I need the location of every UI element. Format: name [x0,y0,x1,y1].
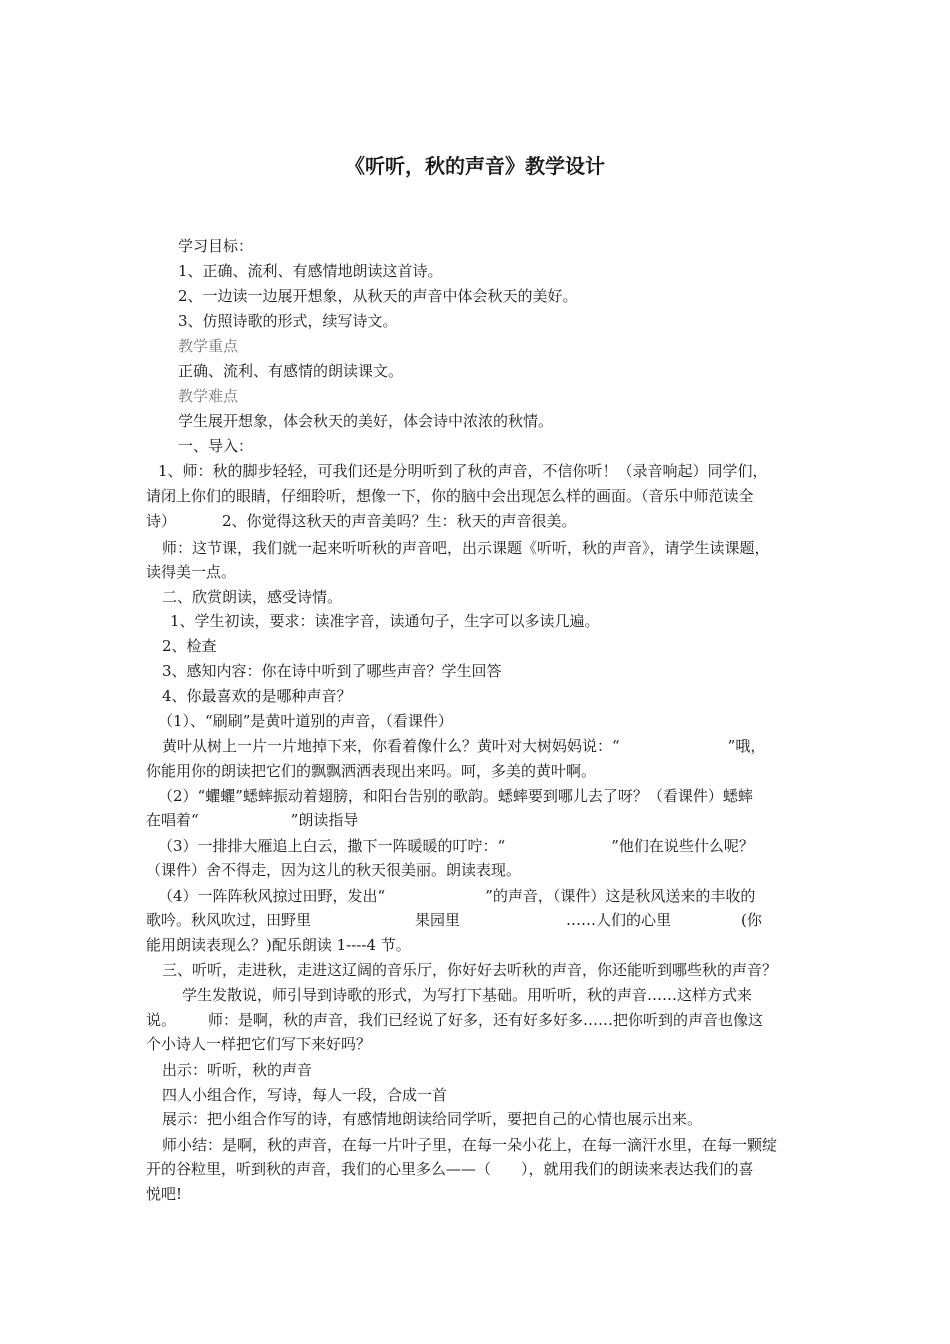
text-span: 诗） [146,512,177,530]
text-line: 读得美一点。 [146,563,237,581]
text-line: （2）“蠷蠷”蟋蟀振动着翅膀，和阳台告别的歌韵。蟋蟀要到哪儿去了呀？（看课件）蟋蟀 [158,787,753,805]
text-line: （课件）舍不得走，因为这儿的秋天很美丽。朗读表现。 [146,861,522,879]
text-line: （1）、“刷刷”是黄叶道别的声音，（看课件） [158,712,453,730]
section-heading: 教学重点 [178,337,239,355]
text-line: 2、检查 [162,637,217,655]
text-line [146,510,577,532]
text-span: 说。 [146,1011,177,1029]
text-line: 师小结：是啊，秋的声音，在每一片叶子里，在每一朵小花上，在每一滴汗水里，在每一颗绽 [162,1136,778,1154]
text-span: 果园里 [415,911,461,929]
text-line: 学生展开想象，体会秋天的美好，体会诗中浓浓的秋情。 [178,412,554,430]
text-span: 在唱着“ [146,811,199,829]
text-line [158,885,755,907]
text-span: ”朗读指导 [290,811,359,829]
section-heading: 教学难点 [178,387,239,405]
text-span: ……人们的心里 [566,911,672,929]
text-line [158,835,754,857]
text-line: 出示：听听，秋的声音 [162,1061,313,1079]
text-line: 开的谷粒里，听到秋的声音，我们的心里多么——（ ），就用我们的朗读来表达我们的喜 [146,1160,754,1178]
text-line: 请闭上你们的眼睛，仔细聆听，想像一下，你的脑中会出现怎么样的画面。（音乐中师范读全 [146,487,754,505]
text-line: 3、感知内容：你在诗中听到了哪些声音？学生回答 [162,662,502,680]
text-span: (你 [741,911,762,929]
section-heading: 一、导入： [178,437,254,455]
text-line [146,809,358,831]
text-line: 悦吧! [146,1185,183,1203]
text-line: 1、正确、流利、有感情地朗读这首诗。 [178,262,443,280]
text-line: 学习目标： [178,237,254,255]
text-span: （4）一阵阵秋风掠过田野，发出“ [158,887,386,905]
text-line: 展示：把小组合作写的诗，有感情地朗读给同学听，要把自己的心情也展示出来。 [162,1110,703,1128]
text-line: 2、一边读一边展开想象，从秋天的声音中体会秋天的美好。 [178,287,578,305]
text-line: 能用朗读表现么？)配乐朗读 1----4 节。 [146,936,411,954]
text-line: 正确、流利、有感情的朗读课文。 [178,362,404,380]
text-line: 个小诗人一样把它们写下来好吗？ [146,1035,372,1053]
document-title: 《听听，秋的声音》教学设计 [345,154,605,178]
text-line: 学生发散说，师引导到诗歌的形式，为写打下基础。用听听，秋的声音……这样方式来 [182,986,753,1004]
text-span: 黄叶从树上一片一片地掉下来，你看着像什么？黄叶对大树妈妈说：“ [162,737,620,755]
text-line: 师：这节课，我们就一起来听听秋的声音吧，出示课题《听听，秋的声音》，请学生读课题， [162,539,770,557]
text-line: 你能用你的朗读把它们的飘飘洒洒表现出来吗。呵，多美的黄叶啊。 [146,762,597,780]
text-span: （3）一排排大雁追上白云，撒下一阵暖暖的叮咛：“ [158,837,506,855]
text-span: 师：是啊，秋的声音，我们已经说了好多，还有好多好多……把你听到的声音也像这 [208,1011,764,1029]
text-line: 4、你最喜欢的是哪种声音？ [162,687,352,705]
text-span: ”的声音，（课件）这是秋风送来的丰收的 [485,887,756,905]
section-heading: 三、听听，走进秋，走进这辽阔的音乐厅，你好好去听秋的声音，你还能听到哪些秋的声音？ [162,961,778,979]
text-line: 四人小组合作，写诗，每人一段，合成一首 [162,1086,448,1104]
text-line [162,735,765,757]
text-line [146,1009,763,1031]
text-span: ”他们在说些什么呢？ [611,837,754,855]
text-span: 2、你觉得这秋天的声音美吗？生：秋天的声音很美。 [222,512,577,530]
text-line: 1、师：秋的脚步轻轻，可我们还是分明听到了秋的声音，不信你听！（录音响起）同学们， [158,462,768,480]
text-line: 1、学生初读，要求：读准字音，读通句子，生字可以多读几遍。 [170,612,600,630]
text-line: 3、仿照诗歌的形式，续写诗文。 [178,312,398,330]
text-span: ”哦， [727,737,766,755]
text-line [146,909,762,931]
text-span: 歌吟。秋风吹过，田野里 [146,911,312,929]
section-heading: 二、欣赏朗读，感受诗情。 [162,588,343,606]
